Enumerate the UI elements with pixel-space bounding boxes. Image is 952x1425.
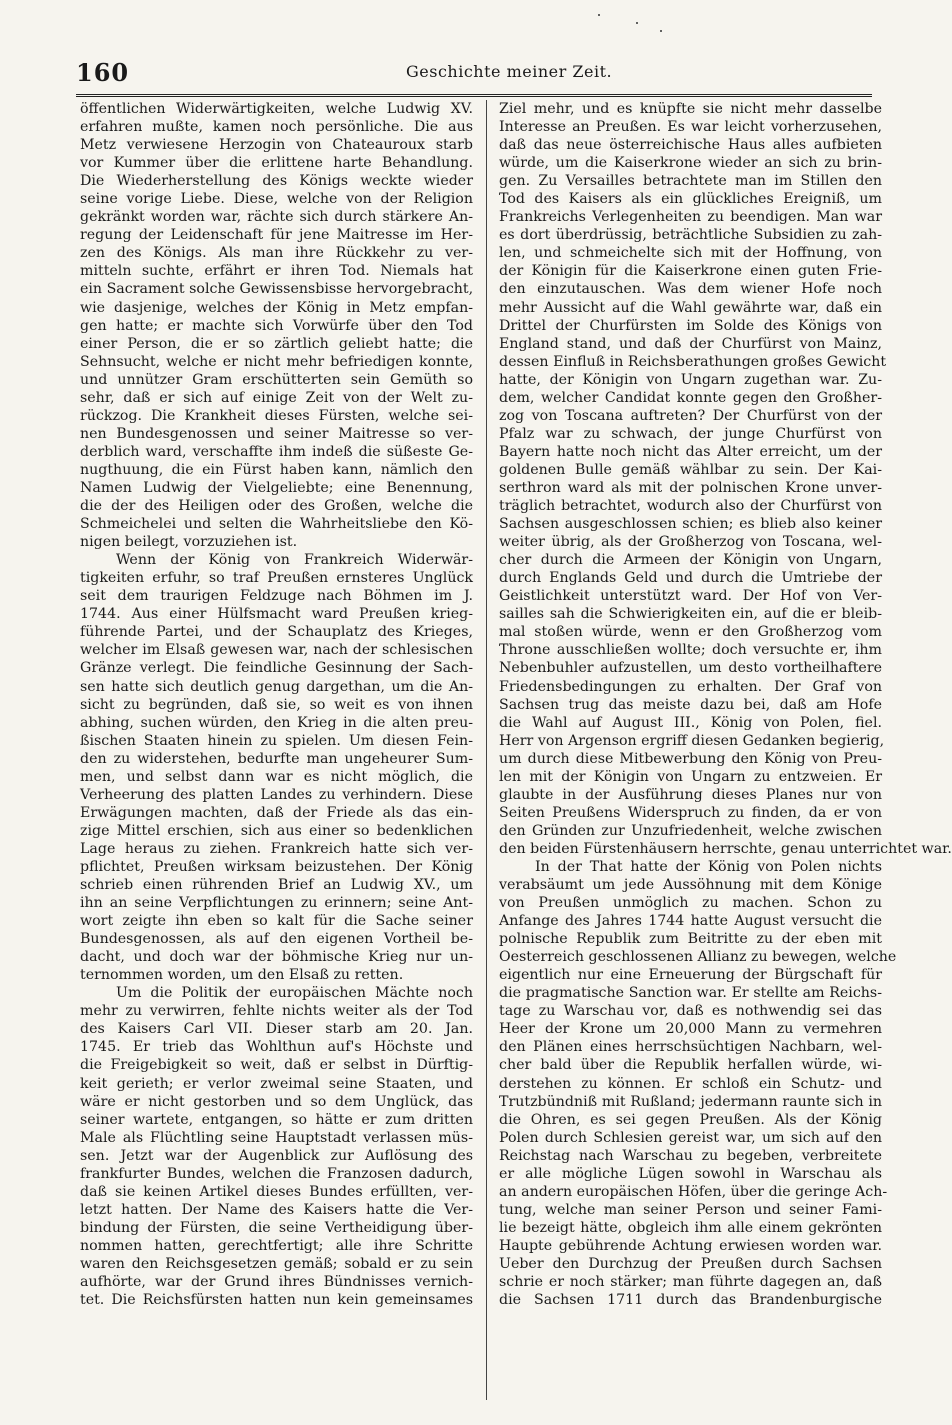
text-line: Friedensbedingungen zu erhalten. Der Graf von <box>499 678 882 695</box>
text-line: die Freigebigkeit so weit, daß er selbst in Dürftig- <box>80 1057 473 1074</box>
text-line: sehr, daß er sich auf einige Zeit von der Welt zu- <box>80 389 473 406</box>
text-line: aufhörte, war der Grund ihres Bündnisses vernich- <box>80 1274 473 1291</box>
text-line: eigentlich nur eine Erneuerung der Bürgschaft für <box>499 967 882 984</box>
text-line: pflichtet, Preußen wirksam beizustehen. Der König <box>80 858 473 875</box>
text-line: die der des Heiligen oder des Großen, welche die <box>80 498 473 515</box>
header-rule <box>76 94 872 97</box>
text-line: des Kaisers Carl VII. Dieser starb am 20. Jan. <box>80 1021 473 1038</box>
text-line: tigkeiten erfuhr, so traf Preußen ernsteres Unglück <box>80 570 473 587</box>
text-line: es dort überdrüssig, beträchtliche Subsidien zu zah- <box>499 227 882 244</box>
text-line: Trutzbündniß mit Rußland; jedermann raunte sich in <box>499 1093 882 1110</box>
text-line: Bundesgenossen, als auf den eigenen Vortheil be- <box>80 931 473 948</box>
text-line: führende Partei, und der Schauplatz des Krieges, <box>80 624 473 641</box>
text-line: wort zeigte ihn eben so kalt für die Sache seiner <box>80 913 473 930</box>
text-line: derstehen zu können. Er schloß ein Schutz- und <box>499 1075 882 1092</box>
text-line: glaubte in der Ausführung dieses Planes nur von <box>499 786 882 803</box>
text-line: England stand, und daß der Churfürst von Mainz, <box>499 335 882 352</box>
text-line: len mit der Königin von Ungarn zu entzweien. Er <box>499 768 882 785</box>
text-line: seit dem traurigen Feldzuge nach Böhmen im J. <box>80 588 473 605</box>
text-line: wäre er nicht gestorben und so dem Unglück, das <box>80 1093 473 1110</box>
text-line: den zu widerstehen, bedurfte man ungeheurer Sum- <box>80 750 473 767</box>
text-line: den Plänen eines herrschsüchtigen Nachbarn, wel- <box>499 1039 882 1056</box>
text-line: Frankreichs Verlegenheiten zu beendigen. Man war <box>499 209 882 226</box>
text-line: mitteln suchte, erfährt er ihren Tod. Niemals hat <box>80 263 473 280</box>
text-line: Sachsen ausgeschlossen schien; es blieb also keiner <box>499 516 882 533</box>
text-line: rückzog. Die Krankheit dieses Fürsten, welche sei- <box>80 407 473 424</box>
text-line: ßischen Staaten hinein zu spielen. Um diesen Fein- <box>80 732 473 749</box>
text-line: nigen beilegt, vorzuziehen ist. <box>80 534 298 551</box>
text-line: Drittel der Churfürsten im Solde des Königs von <box>499 317 882 334</box>
text-line: gen hatte; er machte sich Vorwürfe über den Tod <box>80 317 473 334</box>
text-line: und unnützer Gram erschütterten sein Gemüth so <box>80 371 473 388</box>
text-line: öffentlichen Widerwärtigkeiten, welche Ludwig XV. <box>80 101 473 117</box>
text-line: die Ohren, es sei gegen Preußen. Als der König <box>499 1111 882 1128</box>
text-line: abhing, suchen würden, den Krieg in die alten preu- <box>80 714 473 731</box>
text-line: Wenn der König von Frankreich Widerwär- <box>116 552 473 569</box>
text-line: derblich ward, verschaffte ihm indeß die süßeste Ge- <box>80 443 473 460</box>
text-line: Ziel mehr, und es knüpfte sie nicht mehr dasselbe <box>499 101 882 117</box>
text-line: er alle mögliche Lügen sowohl in Warschau als <box>499 1165 882 1182</box>
text-line: Geistlichkeit unterstützt ward. Der Hof von Ver- <box>499 588 882 605</box>
page-number: 160 <box>76 58 130 87</box>
text-line: Verheerung des platten Landes zu verhindern. Diese <box>80 786 473 803</box>
right-text-column <box>499 100 952 1410</box>
text-line: Interesse an Preußen. Es war leicht vorherzusehen, <box>499 119 882 136</box>
text-line: Metz verwiesene Herzogin von Chateauroux starb <box>80 137 473 154</box>
text-line: Throne ausschließen wollte; doch versuchte er, ihm <box>499 642 882 659</box>
text-line: daß das neue österreichische Haus alles aufbieten <box>499 137 882 154</box>
text-line: Sachsen trug das meiste dazu bei, daß am Hofe <box>499 696 882 713</box>
text-line: die Wahl auf August III., König von Polen, fiel. <box>499 714 882 731</box>
text-line: Namen Ludwig der Vielgeliebte; eine Benennung, <box>80 479 473 496</box>
text-line: Reichstag nach Warschau zu begeben, verbreitete <box>499 1147 882 1164</box>
text-line: letzt hatten. Der Name des Kaisers hatte die Ver- <box>80 1201 473 1218</box>
text-line: Um die Politik der europäischen Mächte noch <box>116 985 473 1002</box>
text-line: den beiden Fürstenhäusern herrschte, genau unterrichtet war. <box>499 840 952 857</box>
text-line: keit gerieth; er verlor zweimal seine Staaten, und <box>80 1075 473 1092</box>
text-line: zige Mittel erschien, sich aus einer so bedenklichen <box>80 822 473 839</box>
text-line: cher durch die Armeen der Königin von Ungarn, <box>499 552 882 569</box>
paper-speck <box>636 22 638 24</box>
text-line: ein Sacrament solche Gewissensbisse hervorgebracht, <box>80 281 474 298</box>
text-line: 1744. Aus einer Hülfsmacht ward Preußen krieg- <box>80 606 473 623</box>
running-title: Geschichte meiner Zeit. <box>406 62 613 81</box>
text-line: lie bezeigt hätte, obgleich ihm alle einem gekrönten <box>499 1219 882 1236</box>
text-line: sen. Jetzt war der Augenblick zur Auflösung des <box>80 1147 473 1164</box>
text-line: dem, welcher Candidat konnte gegen den Großher- <box>499 389 882 406</box>
text-line: weiter übrig, als der Großherzog von Toscana, wel- <box>499 534 882 551</box>
text-line: Erwägungen machten, daß der Friede als das ein- <box>80 804 473 821</box>
text-line: mehr zu verwirren, fehlte nichts weiter als der Tod <box>80 1003 473 1020</box>
text-line: zen des Königs. Als man ihre Rückkehr zu ver- <box>80 245 473 262</box>
text-line: In der That hatte der König von Polen nichts <box>535 858 882 875</box>
text-line: gekränkt worden war, rächte sich durch stärkere An- <box>80 209 473 226</box>
text-line: tet. Die Reichsfürsten hatten nun kein gemeinsames <box>80 1292 473 1309</box>
text-line: Haupte gebührende Achtung erwiesen worden war. <box>499 1237 882 1254</box>
text-line: gen. Zu Versailles betrachtete man im Stillen den <box>499 173 882 190</box>
text-line: nen Bundesgenossen und seiner Maitresse so ver- <box>80 425 473 442</box>
text-line: Die Wiederherstellung des Königs weckte wieder <box>80 173 473 190</box>
text-line: men, und selbst dann war es nicht möglich, die <box>80 768 473 785</box>
text-line: würde, um die Kaiserkrone wieder an sich zu brin- <box>499 155 882 172</box>
text-line: cher bald über die Republik herfallen würde, wi- <box>499 1057 882 1074</box>
text-line: um durch diese Mitbewerbung den König von Preu- <box>499 750 882 767</box>
paper-speck <box>598 14 600 16</box>
text-line: Gränze verlegt. Die feindliche Gesinnung der Sach- <box>80 660 473 677</box>
text-line: Sehnsucht, welche er nicht mehr befriedigen konnte, <box>80 353 473 370</box>
text-line: schrieb einen rührenden Brief an Ludwig XV., um <box>80 877 473 894</box>
text-line: seiner wartete, entgangen, so hätte er zum dritten <box>80 1111 473 1128</box>
text-line: vor Kummer über die erlittene harte Behandlung. <box>80 155 473 172</box>
text-line: Heer der Krone um 20,000 Mann zu vermehren <box>499 1021 882 1038</box>
text-line: Lage heraus zu ziehen. Frankreich hatte sich ver- <box>80 840 473 857</box>
text-line: seine vorige Liebe. Diese, welche von der Religion <box>80 191 473 208</box>
text-line: träglich betrachtet, wodurch also der Churfürst von <box>499 498 882 515</box>
text-line: sicht zu begründen, daß sie, so weit es von ihnen <box>80 696 473 713</box>
text-line: polnische Republik zum Beitritte zu der eben mit <box>499 931 882 948</box>
text-line: daß sie keinen Artikel dieses Bundes erfüllten, ver- <box>80 1183 473 1200</box>
text-line: tung, welche man seiner Person und seiner Fami- <box>499 1201 882 1218</box>
text-line: einer Person, die er so zärtlich geliebt hatte; die <box>80 335 473 352</box>
text-line: serthron ward als mit der polnischen Krone unver- <box>499 479 882 496</box>
text-line: hatte, der Königin von Ungarn zugethan war. Zu- <box>499 371 882 388</box>
text-line: 1745. Er trieb das Wohlthun auf's Höchste und <box>80 1039 473 1056</box>
text-line: Ueber den Durchzug der Preußen durch Sachsen <box>499 1256 882 1272</box>
text-line: durch Englands Geld und durch die Umtriebe der <box>499 570 882 587</box>
text-line: schrie er noch stärker; man führte dagegen an, daß <box>499 1274 882 1291</box>
text-line: an andern europäischen Höfen, über die geringe Ach- <box>499 1183 888 1200</box>
text-line: der Königin für die Kaiserkrone einen guten Frie- <box>499 263 882 280</box>
text-line: Herr von Argenson ergriff diesen Gedanken begierig, <box>499 732 885 749</box>
text-line: Polen durch Schlesien gereist war, um sich auf den <box>499 1129 882 1146</box>
text-line: regung der Leidenschaft für jene Maitresse im Her- <box>80 227 473 244</box>
text-line: tage zu Warschau vor, daß es nothwendig sei das <box>499 1003 882 1020</box>
text-line: Pfalz war zu schwach, der junge Churfürst von <box>499 425 882 442</box>
text-line: wie dasjenige, welches der König in Metz empfan- <box>80 299 473 316</box>
text-line: Male als Flüchtling seine Hauptstadt verlassen müs- <box>80 1129 473 1146</box>
text-line: sen hatte sich deutlich genug dargethan, um die An- <box>80 678 473 695</box>
text-line: die Sachsen 1711 durch das Brandenburgische <box>499 1292 882 1309</box>
text-line: dacht, und doch war der böhmische Krieg nur un- <box>80 949 473 966</box>
text-line: Tod des Kaisers als ein glückliches Ereigniß, um <box>499 191 882 208</box>
page-header <box>76 58 876 88</box>
text-line: verabsäumt um jede Aussöhnung mit dem Könige <box>499 877 882 894</box>
text-line: nugthuung, die ein Fürst haben kann, nämlich den <box>80 461 473 478</box>
text-line: Seiten Preußens Widerspruch zu finden, da er von <box>499 804 882 821</box>
text-line: len, und schmeichelte sich mit der Hoffnung, von <box>499 245 882 262</box>
text-line: ihn an seine Verpflichtungen zu erinnern; seine Ant- <box>80 895 473 912</box>
text-line: erfahren mußte, kamen noch persönliche. Die aus <box>80 119 473 136</box>
text-line: bindung der Fürsten, die seine Vertheidigung über- <box>80 1219 473 1236</box>
text-line: Anfange des Jahres 1744 hatte August versucht die <box>499 913 882 930</box>
text-line: den einzutauschen. Was dem wiener Hofe noch <box>499 281 882 298</box>
text-line: welcher im Elsaß gewesen war, nach der schlesischen <box>80 642 473 659</box>
text-line: mal stoßen würde, wenn er den Großherzog vom <box>499 624 882 641</box>
text-line: den Gründen zur Unzufriedenheit, welche zwischen <box>499 822 882 839</box>
text-line: mehr Aussicht auf die Wahl gewährte war, daß ein <box>499 299 882 316</box>
left-text-column <box>80 100 473 1410</box>
text-line: goldenen Bulle gemäß wählbar zu sein. Der Kai- <box>499 461 882 478</box>
text-line: die pragmatische Sanction war. Er stellte am Reichs- <box>499 985 882 1002</box>
paper-speck <box>660 30 662 32</box>
text-line: dessen Einfluß in Reichsberathungen großes Gewicht <box>499 353 887 370</box>
text-line: ternommen worden, um den Elsaß zu retten. <box>80 967 404 984</box>
text-line: Schmeichelei und selten die Wahrheitsliebe den Kö- <box>80 516 473 533</box>
text-line: waren den Reichsgesetzen gemäß; sobald er zu sein <box>80 1256 473 1272</box>
text-line: frankfurter Bundes, welchen die Franzosen dadurch, <box>80 1165 473 1182</box>
text-line: von Preußen unmöglich zu machen. Schon zu <box>499 895 882 912</box>
text-line: Oesterreich geschlossenen Allianz zu bewegen, welche <box>499 949 897 966</box>
column-divider <box>486 100 487 1400</box>
text-line: sailles sah die Schwierigkeiten ein, auf die er bleib- <box>499 606 882 623</box>
text-line: zog von Toscana auftreten? Der Churfürst von der <box>499 407 882 424</box>
text-line: nommen hatten, gerechtfertigt; alle ihre Schritte <box>80 1237 473 1254</box>
text-line: Bayern hatte noch nicht das Alter erreicht, um der <box>499 443 882 460</box>
text-line: Nebenbuhler aufzustellen, um desto vortheilhaftere <box>499 660 882 677</box>
